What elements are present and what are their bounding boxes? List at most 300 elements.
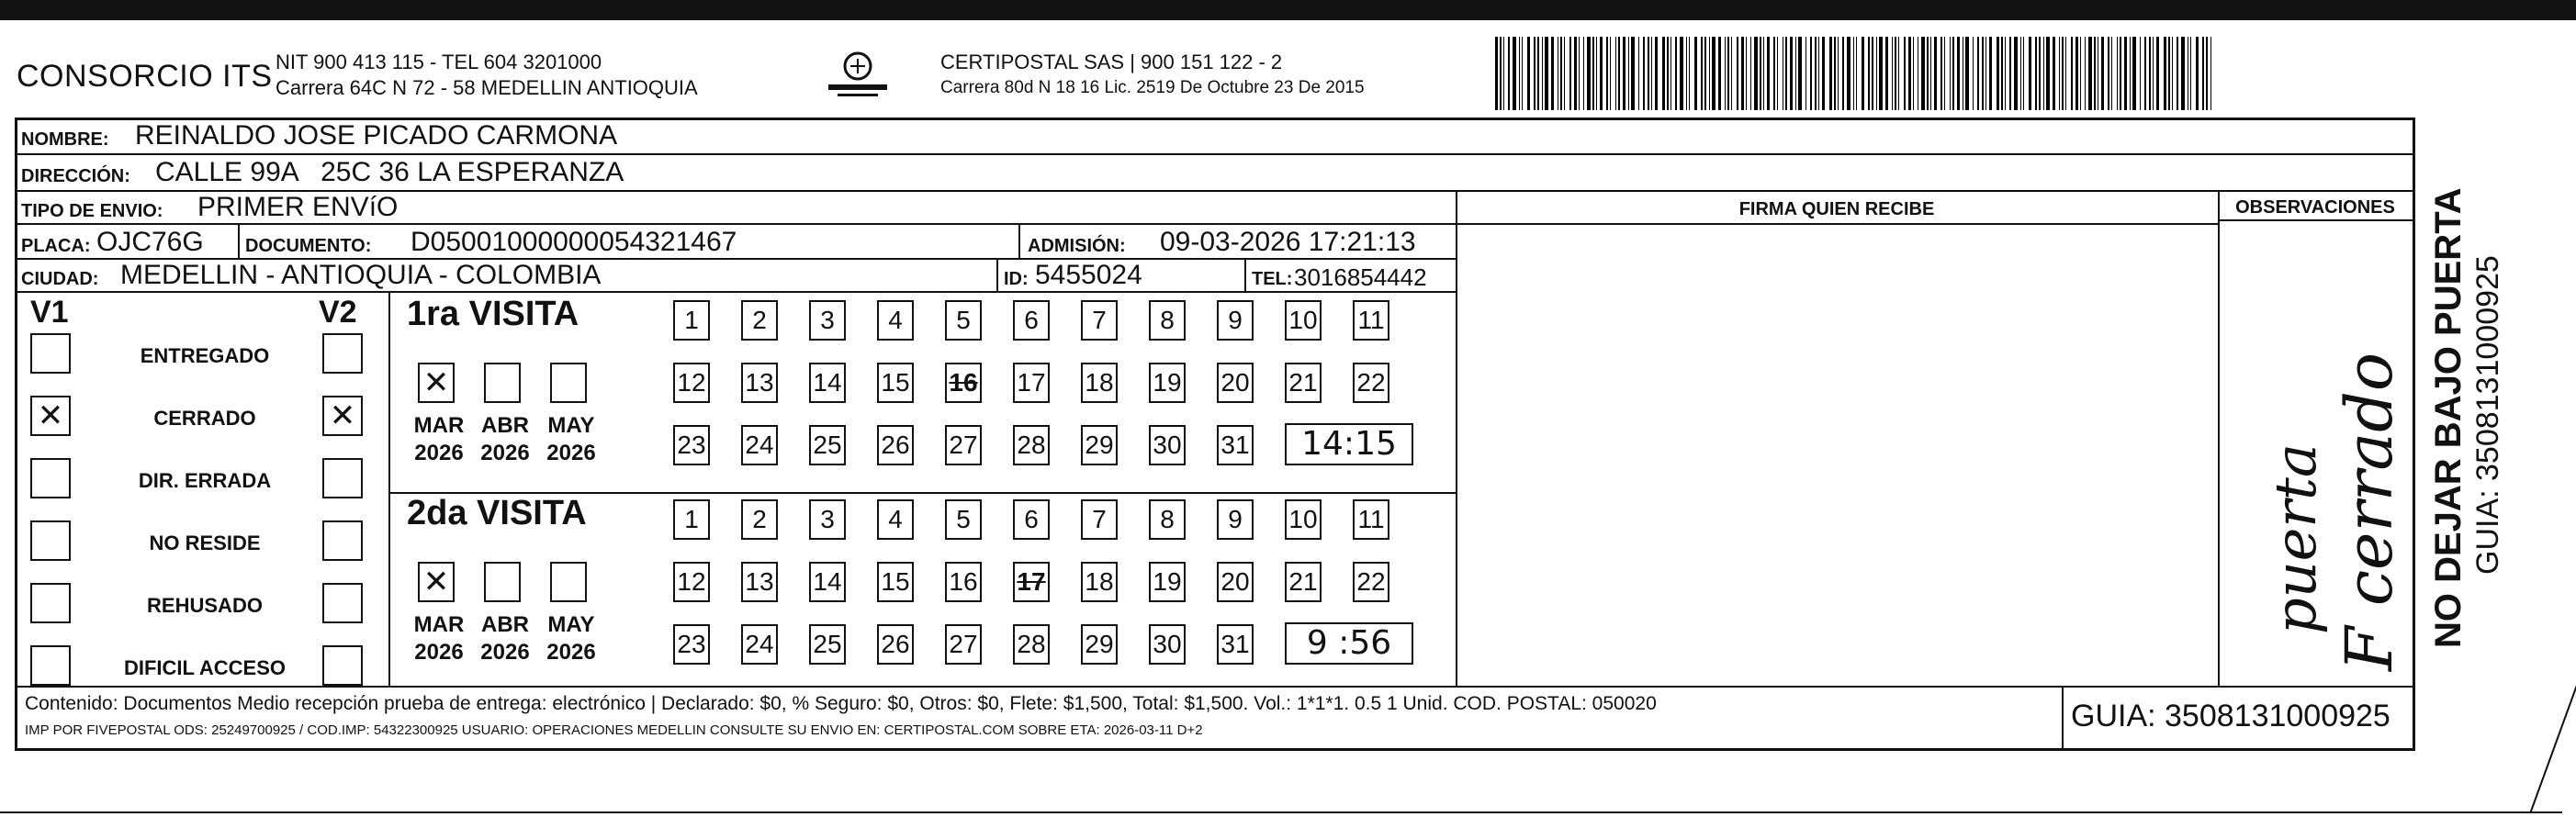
barcode-bar: [1829, 37, 1832, 110]
visit2-day-box[interactable]: 15: [877, 562, 914, 602]
visit1-day-box[interactable]: 22: [1353, 363, 1389, 403]
visit2-day-box[interactable]: 6: [1013, 499, 1050, 540]
barcode-bar: [1952, 37, 1954, 110]
barcode-bar: [1655, 37, 1658, 110]
visit2-title: 2da VISITA: [407, 494, 587, 532]
barcode-bar: [1798, 37, 1802, 110]
status-v2-checkbox[interactable]: ✕: [322, 396, 363, 436]
status-v2-checkbox[interactable]: [322, 583, 363, 623]
send-type-label: TIPO DE ENVIO:: [21, 201, 163, 221]
barcode-bar: [2172, 37, 2173, 110]
carrier-address: Carrera 80d N 18 16 Lic. 2519 De Octubre 23 De 2015: [940, 78, 1365, 97]
status-v2-checkbox[interactable]: [322, 520, 363, 561]
company-address: Carrera 64C N 72 - 58 MEDELLIN ANTIOQUIA: [276, 76, 698, 99]
barcode-bar: [1545, 37, 1548, 110]
barcode-bar: [1838, 37, 1839, 110]
visit2-month-label: [473, 611, 537, 666]
status-v1-checkbox[interactable]: ✕: [30, 396, 71, 436]
right-border: [2413, 120, 2414, 748]
visit1-month-checkbox[interactable]: [550, 363, 587, 403]
month-name: MAY: [547, 612, 595, 637]
visit2-day-box[interactable]: 2: [741, 499, 778, 540]
barcode-bar: [1579, 37, 1580, 110]
visit2-day-box[interactable]: 29: [1081, 624, 1118, 665]
barcode-bar: [1551, 37, 1554, 110]
barcode-bar: [1892, 37, 1893, 110]
barcode-bar: [1977, 37, 1979, 110]
barcode-bar: [2111, 37, 2112, 110]
tel-label: TEL:: [1252, 269, 1293, 289]
barcode-bar: [1667, 37, 1669, 110]
visit1-day-box[interactable]: 19: [1149, 363, 1186, 403]
divider: [1244, 260, 1246, 291]
barcode-bar: [1940, 37, 1942, 110]
month-year: 2026: [480, 640, 530, 665]
barcode-bar: [1908, 37, 1911, 110]
visit1-day-box[interactable]: 13: [741, 363, 778, 403]
barcode-bar: [1904, 37, 1906, 110]
visit2-day-box[interactable]: 28: [1013, 624, 1050, 665]
barcode-bar: [1746, 37, 1747, 110]
month-year: 2026: [414, 640, 464, 665]
visit1-day-box[interactable]: 25: [809, 425, 846, 465]
status-v1-checkbox[interactable]: [30, 645, 71, 686]
scan-mark: [2529, 683, 2576, 813]
barcode-bar: [2206, 37, 2208, 110]
visit1-month-label: [407, 412, 471, 467]
barcode-bar: [1618, 37, 1620, 110]
divider: [996, 260, 998, 291]
visit1-day-box[interactable]: 27: [945, 425, 982, 465]
status-v1-checkbox[interactable]: [30, 583, 71, 623]
bottom-edge: [0, 811, 2562, 813]
barcode-bar: [1643, 37, 1645, 110]
barcode-bar: [1853, 37, 1854, 110]
barcode-bar: [2075, 37, 2078, 110]
admission-value: 09-03-2026 17:21:13: [1160, 227, 1416, 257]
visit2-day-box[interactable]: 7: [1081, 499, 1118, 540]
visit1-day-box[interactable]: 30: [1149, 425, 1186, 465]
visit2-month-checkbox[interactable]: [484, 562, 521, 602]
barcode-bar: [1704, 37, 1706, 110]
status-v1-checkbox[interactable]: [30, 458, 71, 498]
visit2-day-box[interactable]: 10: [1285, 499, 1322, 540]
visit1-day-box[interactable]: 10: [1285, 300, 1322, 341]
status-label: ENTREGADO: [140, 344, 270, 367]
plate-value: OJC76G: [96, 227, 204, 257]
barcode-bar: [1600, 37, 1603, 110]
visit1-day-box[interactable]: 7: [1081, 300, 1118, 341]
barcode-bar: [1876, 37, 1877, 110]
visit1-day-box[interactable]: 31: [1217, 425, 1254, 465]
barcode-bar: [1760, 37, 1761, 110]
barcode-bar: [1763, 37, 1764, 110]
barcode-bar: [1709, 37, 1710, 110]
barcode-bar: [1921, 37, 1925, 110]
barcode-bar: [1750, 37, 1751, 110]
barcode-bar: [1927, 37, 1929, 110]
barcode-bar: [2124, 37, 2127, 110]
id-value: 5455024: [1035, 260, 1142, 290]
barcode-bar: [1965, 37, 1969, 110]
barcode-bar: [1790, 37, 1793, 110]
city-row: [17, 260, 1457, 293]
visit1-day-box[interactable]: 5: [945, 300, 982, 341]
visit2-day-box[interactable]: 9: [1217, 499, 1254, 540]
visit2-day-box[interactable]: 31: [1217, 624, 1254, 665]
certipostal-logo-icon: [816, 48, 900, 105]
status-divider: [388, 293, 390, 688]
visit2-day-box[interactable]: 3: [809, 499, 846, 540]
barcode-bar: [1957, 37, 1960, 110]
status-label: CERRADO: [153, 407, 256, 430]
barcode-bar: [1810, 37, 1812, 110]
visit1-day-box[interactable]: 9: [1217, 300, 1254, 341]
barcode-bar: [1842, 37, 1844, 110]
barcode-bar: [1944, 37, 1945, 110]
visit1-month-label: [473, 412, 537, 467]
visit1-day-box[interactable]: 21: [1285, 363, 1322, 403]
barcode-bar: [1596, 37, 1597, 110]
barcode-bar: [1777, 37, 1778, 110]
barcode-bar: [1648, 37, 1649, 110]
barcode-bar: [1785, 37, 1787, 110]
status-label: DIFICIL ACCESO: [123, 656, 286, 679]
barcode-bar: [1982, 37, 1984, 110]
barcode-bar: [1534, 37, 1535, 110]
plate-label: PLACA:: [21, 236, 91, 256]
barcode-bar: [1623, 37, 1625, 110]
visit1-title: 1ra VISITA: [407, 295, 579, 333]
divider: [1018, 225, 1020, 258]
barcode-bar: [1694, 37, 1697, 110]
barcode-bar: [1574, 37, 1577, 110]
visit1-time-box[interactable]: 14:15: [1285, 423, 1413, 465]
document-label: DOCUMENTO:: [245, 236, 372, 256]
barcode-bar: [2210, 37, 2211, 110]
visit2-day-box[interactable]: 11: [1353, 499, 1389, 540]
document-value: D05001000000054321467: [411, 227, 737, 257]
visit2-day-box[interactable]: 5: [945, 499, 982, 540]
barcode-bar: [1862, 37, 1864, 110]
observations-header: OBSERVACIONES: [2235, 197, 2395, 218]
visit2-month-checkbox[interactable]: [550, 562, 587, 602]
observations-header-cell: [2218, 192, 2413, 221]
visit1-day-box[interactable]: 26: [877, 425, 914, 465]
visit1-day-box[interactable]: 17: [1013, 363, 1050, 403]
visit2-day-box[interactable]: 21: [1285, 562, 1322, 602]
barcode-bar: [1856, 37, 1857, 110]
recipient-address: CALLE 99A 25C 36 LA ESPERANZA: [155, 157, 624, 187]
barcode-bar: [1727, 37, 1729, 110]
barcode-bar: [2059, 37, 2060, 110]
barcode-bar: [2177, 37, 2178, 110]
side-notice: NO DEJAR BAJO PUERTA: [2428, 187, 2469, 648]
tel-value: 3016854442: [1294, 263, 1427, 291]
barcode-bar: [2117, 37, 2118, 110]
month-name: MAR: [413, 612, 465, 637]
barcode-bar: [1689, 37, 1690, 110]
barcode-bar: [2168, 37, 2170, 110]
barcode-bar: [2156, 37, 2159, 110]
month-year: 2026: [480, 441, 530, 465]
visit1-day-box[interactable]: 20: [1217, 363, 1254, 403]
id-label: ID:: [1004, 269, 1029, 289]
barcode-bar: [1872, 37, 1873, 110]
barcode-bar: [2085, 37, 2086, 110]
barcode-bar: [2094, 37, 2096, 110]
visit1-day-box[interactable]: 4: [877, 300, 914, 341]
barcode-bar: [1542, 37, 1543, 110]
visit2-month-label: [539, 611, 603, 666]
barcode-bar: [1818, 37, 1819, 110]
visit2-time-box[interactable]: 9 :56: [1285, 622, 1413, 665]
company-info: [276, 50, 698, 101]
send-type-value: PRIMER ENVíO: [197, 192, 399, 222]
barcode-bar: [1495, 37, 1498, 110]
barcode-bar: [1606, 37, 1608, 110]
barcode-bar: [1662, 37, 1665, 110]
barcode-bar: [2181, 37, 2185, 110]
barcode-bar: [1754, 37, 1758, 110]
barcode-bar: [1773, 37, 1775, 110]
barcode-bar: [2190, 37, 2191, 110]
visit1-day-box[interactable]: 16: [945, 363, 982, 403]
visit1-day-box[interactable]: 24: [741, 425, 778, 465]
carrier-info: [940, 50, 1365, 101]
visit2-day-box[interactable]: 17: [1013, 562, 1050, 602]
barcode-bar: [1631, 37, 1635, 110]
month-name: MAY: [547, 413, 595, 438]
visit2-day-box[interactable]: 22: [1353, 562, 1389, 602]
status-v2-checkbox[interactable]: [322, 333, 363, 374]
barcode-bar: [2196, 37, 2199, 110]
month-name: ABR: [481, 413, 529, 438]
visit2-day-box[interactable]: 27: [945, 624, 982, 665]
visit1-month-checkbox[interactable]: ✕: [418, 363, 455, 403]
visit2-day-box[interactable]: 30: [1149, 624, 1186, 665]
status-v2-checkbox[interactable]: [322, 645, 363, 686]
barcode-bar: [2009, 37, 2011, 110]
visit2-day-box[interactable]: 8: [1149, 499, 1186, 540]
plate-row: [17, 225, 1457, 260]
visit2-day-box[interactable]: 23: [673, 624, 710, 665]
visit1-day-box[interactable]: 2: [741, 300, 778, 341]
barcode-bar: [2014, 37, 2018, 110]
top-edge-bar: [0, 0, 2576, 20]
barcode-bar: [1701, 37, 1703, 110]
visit1-day-box[interactable]: 12: [673, 363, 710, 403]
divider: [238, 225, 240, 258]
barcode-bar: [2153, 37, 2154, 110]
visit1-day-box[interactable]: 23: [673, 425, 710, 465]
visit2-day-box[interactable]: 20: [1217, 562, 1254, 602]
visit2-day-box[interactable]: 25: [809, 624, 846, 665]
visit1-day-box[interactable]: 6: [1013, 300, 1050, 341]
barcode-bar: [1628, 37, 1629, 110]
barcode-bar: [2053, 37, 2055, 110]
barcode-bar: [1767, 37, 1770, 110]
barcode-bar: [1560, 37, 1562, 110]
barcode-bar: [1500, 37, 1502, 110]
visit2-day-box[interactable]: 12: [673, 562, 710, 602]
visit1-day-box[interactable]: 15: [877, 363, 914, 403]
barcode-bar: [1725, 37, 1726, 110]
month-name: MAR: [413, 413, 465, 438]
visit2-day-box[interactable]: 14: [809, 562, 846, 602]
barcode-bar: [1815, 37, 1817, 110]
barcode-bar: [1503, 37, 1504, 110]
barcode-bar: [1615, 37, 1616, 110]
month-year: 2026: [546, 640, 596, 665]
barcode-bar: [1950, 37, 1951, 110]
visit1-day-box[interactable]: 3: [809, 300, 846, 341]
visit1-day-box[interactable]: 8: [1149, 300, 1186, 341]
company-nit: NIT 900 413 115 - TEL 604 3201000: [276, 50, 602, 73]
month-year: 2026: [546, 441, 596, 465]
barcode-bar: [2080, 37, 2081, 110]
barcode-bar: [1898, 37, 1899, 110]
visit1-day-box[interactable]: 29: [1081, 425, 1118, 465]
barcode-bar: [1564, 37, 1565, 110]
month-year: 2026: [414, 441, 464, 465]
barcode-bar: [1868, 37, 1870, 110]
status-label: NO RESIDE: [149, 531, 261, 554]
barcode-bar: [2062, 37, 2064, 110]
barcode-bar: [1583, 37, 1584, 110]
footer-divider-v: [2062, 686, 2064, 748]
barcode-bar: [2140, 37, 2141, 110]
signature-header: FIRMA QUIEN RECIBE: [1738, 199, 1935, 219]
footer-divider: [17, 686, 2413, 688]
barcode-bar: [2202, 37, 2204, 110]
recipient-name: REINALDO JOSE PICADO CARMONA: [135, 120, 618, 151]
visit1-day-box[interactable]: 28: [1013, 425, 1050, 465]
send-type-row: [17, 192, 1457, 225]
v1-header: V1: [30, 295, 69, 330]
barcode-bar: [1934, 37, 1937, 110]
barcode-bar: [1675, 37, 1677, 110]
barcode-bar: [1610, 37, 1611, 110]
barcode-bar: [2071, 37, 2073, 110]
status-v2-checkbox[interactable]: [322, 458, 363, 498]
barcode-bar: [2132, 37, 2136, 110]
visit2-day-box[interactable]: 1: [673, 499, 710, 540]
barcode-bar: [1737, 37, 1738, 110]
barcode-bar: [2005, 37, 2006, 110]
barcode-bar: [1895, 37, 1896, 110]
barcode-bar: [2001, 37, 2003, 110]
barcode-bar: [1930, 37, 1931, 110]
barcode-bar: [1731, 37, 1732, 110]
barcode-bar: [1985, 37, 1986, 110]
barcode-bar: [1513, 37, 1516, 110]
visit1-day-box[interactable]: 18: [1081, 363, 1118, 403]
visit2-day-box[interactable]: 26: [877, 624, 914, 665]
name-label: NOMBRE:: [21, 129, 109, 150]
address-label: DIRECCIÓN:: [21, 166, 130, 186]
barcode-bar: [1885, 37, 1888, 110]
footer-content: Contenido: Documentos Medio recepción prueba de entrega: electrónico | Declarado: $0, % Seguro: $0, Otros: $0, Flete: $1,500, Total: $1,500. Vol.: 1*1*1. 0.5 1 Unid. COD. POSTAL: 050020: [25, 693, 1657, 714]
observation-handwriting-2: F cerrado: [2332, 352, 2407, 671]
barcode-bar: [1973, 37, 1974, 110]
visit2-day-box[interactable]: 4: [877, 499, 914, 540]
barcode-bar: [2046, 37, 2050, 110]
status-label: REHUSADO: [147, 594, 263, 617]
signature-header-cell: [1456, 192, 2218, 225]
company-name: CONSORCIO ITS: [17, 59, 273, 94]
status-v1-checkbox[interactable]: [30, 520, 71, 561]
barcode-bar: [1519, 37, 1520, 110]
footer-imp: IMP POR FIVEPOSTAL ODS: 25249700925 / COD.IMP: 54322300925 USUARIO: OPERACIONES MEDELLIN CONSULTE SU ENVIO EN: CERTIPOSTAL.COM SOBRE ETA: 2026-03-11 D+2: [25, 722, 1203, 738]
barcode-bar: [2164, 37, 2166, 110]
city-label: CIUDAD:: [21, 269, 99, 289]
name-row: [17, 120, 2413, 155]
status-v1-checkbox[interactable]: [30, 333, 71, 374]
barcode-bar: [1834, 37, 1836, 110]
carrier-line: CERTIPOSTAL SAS | 900 151 122 - 2: [940, 50, 1283, 73]
barcode-bar: [2020, 37, 2021, 110]
barcode-bar: [2144, 37, 2146, 110]
status-label: DIR. ERRADA: [138, 469, 272, 492]
barcode-bar: [1805, 37, 1806, 110]
barcode-bar: [1795, 37, 1796, 110]
visit2-day-box[interactable]: 19: [1149, 562, 1186, 602]
barcode-bar: [1670, 37, 1671, 110]
visit2-day-box[interactable]: 16: [945, 562, 982, 602]
visit1-day-box[interactable]: 11: [1353, 300, 1389, 341]
barcode-bar: [1847, 37, 1850, 110]
visit1-month-label: [539, 412, 603, 467]
barcode-bar: [1537, 37, 1539, 110]
barcode: [1495, 37, 2222, 110]
barcode-bar: [2120, 37, 2121, 110]
barcode-bar: [1718, 37, 1721, 110]
v2-header: V2: [319, 295, 357, 330]
barcode-bar: [1997, 37, 1999, 110]
visit2-month-checkbox[interactable]: ✕: [418, 562, 455, 602]
barcode-bar: [1989, 37, 1992, 110]
barcode-bar: [1651, 37, 1652, 110]
barcode-bar: [1879, 37, 1883, 110]
barcode-bar: [2023, 37, 2024, 110]
barcode-bar: [1587, 37, 1591, 110]
visit2-month-label: [407, 611, 471, 666]
address-row: [17, 155, 2413, 192]
barcode-bar: [1913, 37, 1914, 110]
side-guia: GUIA: 3508131000925: [2470, 255, 2505, 575]
barcode-bar: [2035, 37, 2037, 110]
admission-label: ADMISIÓN:: [1028, 236, 1126, 256]
barcode-bar: [1822, 37, 1825, 110]
visit1-day-box[interactable]: 14: [809, 363, 846, 403]
delivery-form: [15, 117, 2415, 751]
observations-divider: [2218, 192, 2220, 686]
visit1-month-checkbox[interactable]: [484, 363, 521, 403]
barcode-bar: [1686, 37, 1687, 110]
visit1-day-box[interactable]: 1: [673, 300, 710, 341]
visit2-day-box[interactable]: 24: [741, 624, 778, 665]
barcode-bar: [1712, 37, 1715, 110]
barcode-bar: [2130, 37, 2131, 110]
barcode-bar: [1569, 37, 1571, 110]
visit2-day-box[interactable]: 13: [741, 562, 778, 602]
visit2-day-box[interactable]: 18: [1081, 562, 1118, 602]
observation-handwriting-1: puerta: [2262, 443, 2329, 634]
city-value: MEDELLIN - ANTIOQUIA - COLOMBIA: [120, 260, 602, 290]
barcode-bar: [2039, 37, 2041, 110]
footer-guia: GUIA: 3508131000925: [2071, 699, 2390, 733]
